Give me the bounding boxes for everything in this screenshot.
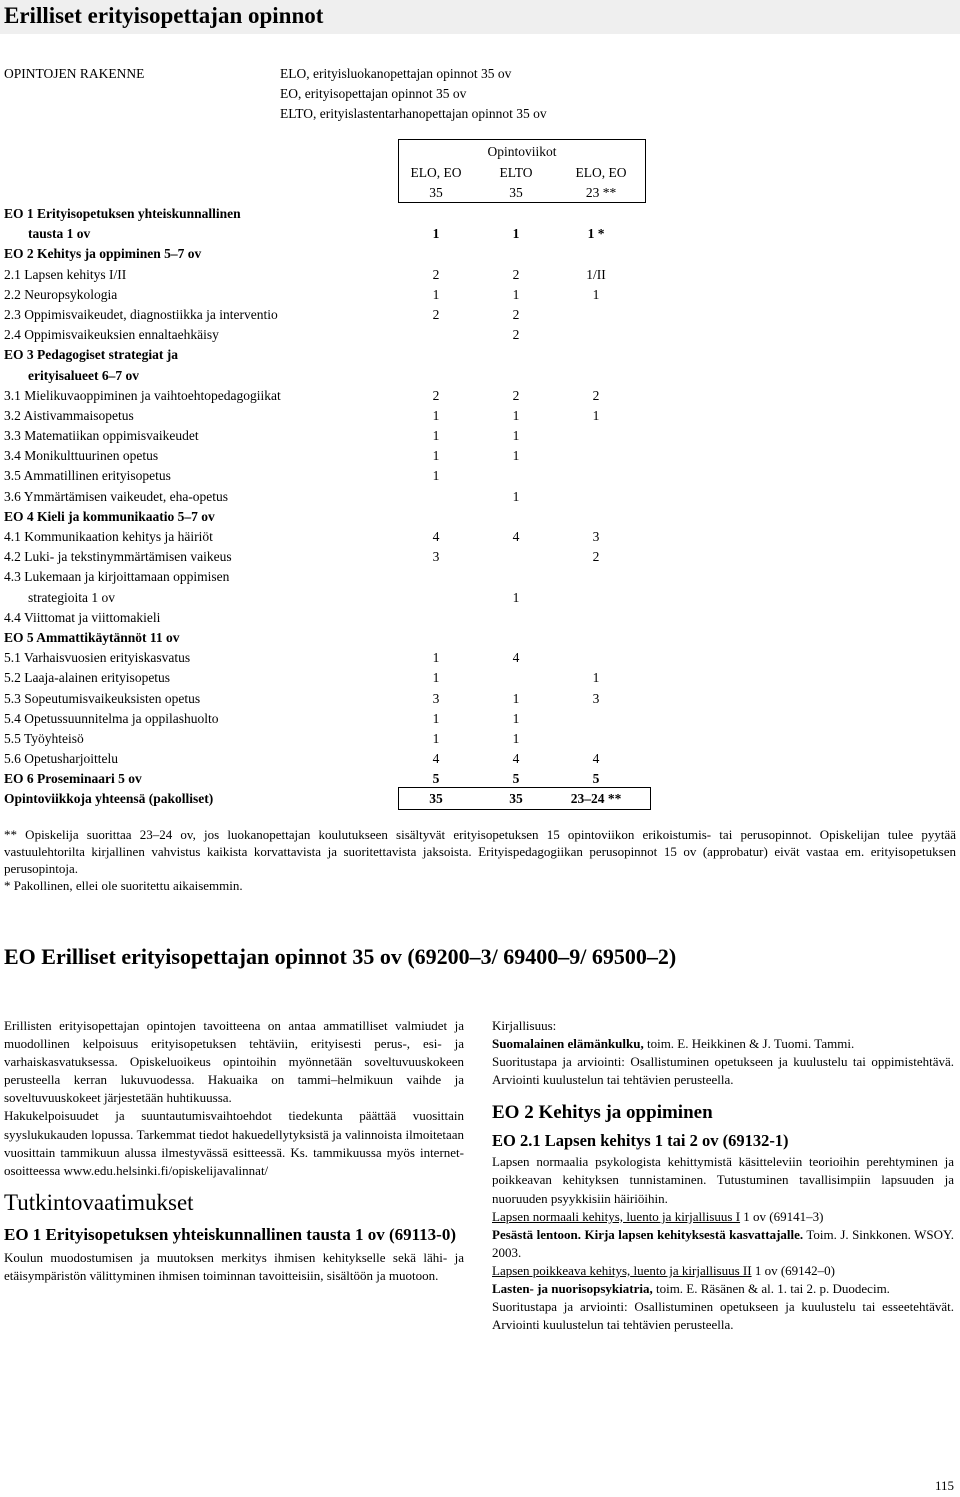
credit-cell: 1 bbox=[512, 448, 520, 464]
row-label: erityisalueet 6–7 ov bbox=[28, 367, 139, 383]
credit-cell: 3 bbox=[592, 529, 600, 544]
credit-cell: 3 bbox=[432, 690, 440, 706]
row-label: 5.4 Opetussuunnitelma ja oppilashuolto bbox=[4, 710, 219, 726]
credit-cell: 1 bbox=[592, 670, 600, 686]
table-row bbox=[0, 547, 660, 567]
row-label: EO 4 Kieli ja kommunikaatio 5–7 ov bbox=[4, 508, 215, 524]
row-label: 5.2 Laaja-alainen erityisopetus bbox=[4, 670, 171, 686]
credit-cell: 35 bbox=[429, 791, 443, 807]
table-row bbox=[0, 446, 660, 466]
credit-cell: 1 bbox=[592, 407, 600, 423]
column-header-2 bbox=[480, 163, 552, 203]
table-row bbox=[0, 527, 660, 547]
row-label: 5.3 Sopeutumisvaikeuksisten opetus bbox=[4, 690, 201, 706]
credit-cell: 1/II bbox=[586, 266, 606, 282]
row-label: 3.5 Ammatillinen erityisopetus bbox=[4, 468, 171, 484]
row-label: strategioita 1 ov bbox=[28, 589, 115, 605]
credit-cell: 2 bbox=[592, 549, 600, 565]
table-row bbox=[0, 729, 660, 749]
table-row bbox=[0, 466, 660, 486]
literature-label: Kirjallisuus: bbox=[492, 1018, 557, 1033]
credit-cell: 4 bbox=[432, 529, 440, 544]
footnote-double-star: ** Opiskelija suorittaa 23–24 ov, jos luokanopettajan koulutukseen sisältyvät erityisopetuksen 15 opintoviikon erikoistumis- tai perusopinnot. Opiskelijan tulee pyytää vastuulehtorilta kirjallinen vahvistus kaikista korvattavista ja suoritettavista jaksoista. Erityispedagogiikan perusopinnot 15 ov (approbatur) eivät vastaa em. erityisopetuksen perusopintoja. bbox=[4, 827, 956, 876]
course-part-code: 1 ov (69142–0) bbox=[754, 1262, 835, 1278]
row-label: EO 6 Proseminaari 5 ov bbox=[4, 771, 142, 787]
column-header-line: ELO, EO bbox=[575, 165, 627, 180]
credit-cell: 1 bbox=[432, 448, 440, 464]
row-label: tausta 1 ov bbox=[28, 226, 91, 242]
table-row bbox=[0, 406, 660, 426]
course-part-code: 1 ov (69141–3) bbox=[743, 1208, 824, 1224]
credit-cell: 1 bbox=[592, 286, 600, 302]
row-label: Opintoviikkoja yhteensä (pakolliset) bbox=[4, 791, 214, 807]
table-row bbox=[0, 507, 660, 527]
table-row bbox=[0, 345, 660, 365]
credit-cell: 1 bbox=[512, 690, 520, 706]
row-label: 3.2 Aistivammaisopetus bbox=[4, 407, 134, 423]
row-label: 2.4 Oppimisvaikeuksien ennaltaehkäisy bbox=[4, 327, 219, 343]
book-details: Toim. J. Sinkkonen. WSOY. 2003. bbox=[492, 1226, 954, 1260]
table-row bbox=[0, 689, 660, 709]
column-header-line: ELO, EO bbox=[410, 165, 462, 180]
intro-paragraph: Erillisten erityisopettajan opintojen tavoitteena on antaa ammatilliset valmiudet ja muodollinen kelpoisuus erityisopetuksen tehtäviin, erityisesti perus-, esi- ja varhaiskasvatuksessa. Opiskeluoikeus opintoihin myönnetään soveltuvuuskokeen perusteella kerran lukuvuodessa. Hakuaika on tammi–helmikuun vaihde ja soveltuvuuskokeet järjestetään huhtikuussa. bbox=[4, 1018, 464, 1106]
book-title: Lasten- ja nuorisopsykiatria, bbox=[492, 1281, 653, 1297]
row-label: 3.4 Monikulttuurinen opetus bbox=[4, 448, 159, 464]
credit-cell: 3 bbox=[432, 549, 440, 565]
credit-cell: 1 bbox=[432, 730, 440, 746]
course-part bbox=[492, 1262, 954, 1280]
credit-cell: 2 bbox=[512, 266, 520, 282]
column-header-line: 35 bbox=[509, 185, 523, 200]
table-row bbox=[0, 325, 660, 345]
row-label: 2.1 Lapsen kehitys I/II bbox=[4, 266, 127, 282]
credit-cell: 4 bbox=[512, 650, 520, 666]
column-header-line: 35 bbox=[429, 185, 443, 200]
credit-cell: 1 bbox=[432, 670, 440, 686]
credit-cell: 5 bbox=[432, 771, 440, 787]
credit-cell: 2 bbox=[592, 387, 600, 403]
footnotes bbox=[4, 826, 956, 894]
credit-cell: 1 bbox=[512, 226, 520, 242]
footnote-single-star: * Pakollinen, ellei ole suoritettu aikaisemmin. bbox=[4, 878, 243, 893]
eo1-description: Koulun muodostumisen ja muutoksen merkitys ihmisen kehitykselle sekä lähi- ja etäisympäristön välittyminen ihmisen toiminnan tavoitteisiin, sisältöön ja muotoon. bbox=[4, 1249, 464, 1284]
program-item: EO, erityisopettajan opinnot 35 ov bbox=[280, 86, 467, 101]
row-label: 3.6 Ymmärtämisen vaikeudet, eha-opetus bbox=[4, 488, 229, 504]
left-column bbox=[4, 1017, 464, 1285]
course-part-title: Lapsen poikkeava kehitys, bbox=[492, 1262, 631, 1278]
table-row bbox=[0, 628, 660, 648]
table-row bbox=[0, 749, 660, 769]
course-part-literature bbox=[492, 1226, 954, 1262]
book-title: Suomalainen elämänkulku, bbox=[492, 1036, 644, 1052]
eo2-heading: EO 2 Kehitys ja oppiminen bbox=[492, 1102, 713, 1124]
row-label: 2.2 Neuropsykologia bbox=[4, 286, 118, 302]
eo1-heading: EO 1 Erityisopetuksen yhteiskunnallinen tausta 1 ov (69113-0) bbox=[4, 1224, 456, 1244]
table-row bbox=[0, 608, 660, 628]
page-number: 115 bbox=[934, 1478, 954, 1493]
credit-cell: 3 bbox=[592, 690, 600, 706]
row-label: 4.1 Kommunikaation kehitys ja häiriöt bbox=[4, 529, 213, 544]
row-label: 2.3 Oppimisvaikeudet, diagnostiikka ja interventio bbox=[4, 306, 278, 322]
eo21-heading: EO 2.1 Lapsen kehitys 1 tai 2 ov (69132-1) bbox=[492, 1131, 789, 1151]
credit-cell: 1 bbox=[512, 710, 520, 726]
credit-cell: 2 bbox=[512, 387, 520, 403]
credit-cell: 4 bbox=[432, 751, 440, 767]
credit-cell: 1 bbox=[432, 710, 440, 726]
book-title: Pesästä lentoon. Kirja lapsen kehityksestä kasvattajalle. bbox=[492, 1226, 804, 1242]
eo21-description: Lapsen normaalia psykologista kehittymistä käsitteleviin teorioihin perehtyminen ja poikkeavan kehityksen tunnistaminen. Tutustuminen tavallisimpiin lapsuuden ja nuoruuden psyykkisiin häiriöihin. bbox=[492, 1154, 954, 1206]
table-row bbox=[0, 426, 660, 446]
course-part-type: luento ja kirjallisuus II bbox=[630, 1262, 752, 1278]
table-row bbox=[0, 244, 660, 264]
credit-cell: 2 bbox=[432, 387, 440, 403]
credit-cell: 1 bbox=[432, 226, 440, 242]
credit-cell: 5 bbox=[512, 771, 520, 787]
credits-table bbox=[0, 204, 660, 810]
degree-requirements-heading: Tutkintovaatimukset bbox=[4, 1189, 194, 1215]
credit-cell: 1 * bbox=[587, 226, 605, 242]
credit-cell: 1 bbox=[432, 407, 440, 423]
credit-cell: 5 bbox=[592, 771, 600, 787]
row-label: 4.4 Viittomat ja viittomakieli bbox=[4, 609, 161, 625]
assessment-text: Suoritustapa ja arviointi: Osallistuminen opetukseen ja kuulustelu tai oppimistehtävä. Arviointi kuulustelun tai tehtävien perusteella. bbox=[492, 1054, 954, 1088]
credit-cell: 2 bbox=[432, 266, 440, 282]
page-title: Erilliset erityisopettajan opinnot bbox=[0, 0, 960, 34]
course-part-title: Lapsen normaali kehitys, bbox=[492, 1208, 624, 1224]
credit-cell: 1 bbox=[512, 589, 520, 605]
course-part-type: luento ja kirjallisuus I bbox=[623, 1208, 741, 1224]
structure-label: OPINTOJEN RAKENNE bbox=[4, 66, 145, 81]
table-row bbox=[0, 487, 660, 507]
table-row bbox=[0, 668, 660, 688]
table-row bbox=[0, 648, 660, 668]
literature-entry bbox=[492, 1035, 954, 1053]
credit-cell: 1 bbox=[432, 468, 440, 484]
row-label: EO 1 Erityisopetuksen yhteiskunnallinen bbox=[4, 206, 241, 221]
table-row bbox=[0, 305, 660, 325]
table-row bbox=[0, 709, 660, 729]
table-row bbox=[0, 366, 660, 386]
column-header-line: ELTO bbox=[499, 165, 533, 180]
credit-cell: 2 bbox=[512, 327, 520, 343]
row-label: 5.1 Varhaisvuosien erityiskasvatus bbox=[4, 650, 191, 666]
credit-cell: 1 bbox=[512, 407, 520, 423]
intro-paragraph: Hakukelpoisuudet ja suuntautumisvaihtoehdot tiedekunta päättää vuosittain syyslukukauden lopussa. Tarkemmat tiedot hakuedellytyksistä ja valinnoista ilmoitetaan vuosittain tammikuun alussa ilmestyvässä esitteessä. Ks. tammikuussa myös internet-osoitteessa www.edu.helsinki.fi/opiskelijavalinnat/ bbox=[4, 1108, 464, 1178]
table-row bbox=[0, 265, 660, 285]
row-label: 3.3 Matematiikan oppimisvaikeudet bbox=[4, 428, 199, 444]
table-row bbox=[0, 204, 660, 224]
row-label: EO 3 Pedagogiset strategiat ja bbox=[4, 347, 178, 363]
main-heading: EO Erilliset erityisopettajan opinnot 35 ov (69200–3/ 69400–9/ 69500–2) bbox=[4, 944, 677, 969]
table-row bbox=[0, 285, 660, 305]
row-label: EO 2 Kehitys ja oppiminen 5–7 ov bbox=[4, 246, 202, 262]
table-row bbox=[0, 567, 660, 587]
credit-cell: 35 bbox=[509, 791, 523, 807]
row-label: 5.5 Työyhteisö bbox=[4, 730, 84, 746]
row-label: EO 5 Ammattikäytännöt 11 ov bbox=[4, 629, 180, 645]
credit-cell: 2 bbox=[432, 306, 440, 322]
program-item: ELTO, erityislastentarhanopettajan opinnot 35 ov bbox=[280, 106, 547, 121]
right-column bbox=[492, 1017, 954, 1334]
total-row-box bbox=[398, 787, 651, 810]
book-details: toim. E. Räsänen & al. 1. tai 2. p. Duodecim. bbox=[652, 1281, 890, 1297]
row-label: 4.3 Lukemaan ja kirjoittamaan oppimisen bbox=[4, 569, 230, 585]
column-header-3 bbox=[560, 163, 642, 203]
program-list bbox=[280, 64, 547, 124]
credit-cell: 1 bbox=[432, 428, 440, 444]
credit-cell: 1 bbox=[512, 730, 520, 746]
program-item: ELO, erityisluokanopettajan opinnot 35 ov bbox=[280, 66, 512, 81]
credit-cell: 1 bbox=[512, 286, 520, 302]
table-row bbox=[0, 386, 660, 406]
course-part bbox=[492, 1208, 954, 1226]
row-label: 5.6 Opetusharjoittelu bbox=[4, 751, 118, 767]
row-label: 3.1 Mielikuvaoppiminen ja vaihtoehtopedagogiikat bbox=[4, 387, 281, 403]
credit-cell: 4 bbox=[592, 751, 600, 767]
credit-cell: 1 bbox=[432, 286, 440, 302]
credit-cell: 4 bbox=[512, 751, 520, 767]
book-details: toim. E. Heikkinen & J. Tuomi. Tammi. bbox=[643, 1036, 855, 1052]
credit-cell: 1 bbox=[432, 650, 440, 666]
credit-cell: 23–24 ** bbox=[570, 791, 622, 807]
table-row bbox=[0, 588, 660, 608]
credit-cell: 1 bbox=[512, 488, 520, 504]
column-header-line: 23 ** bbox=[585, 185, 617, 200]
row-label: 4.2 Luki- ja tekstinymmärtämisen vaikeus bbox=[4, 549, 232, 565]
column-header-1 bbox=[400, 163, 472, 203]
credit-cell: 1 bbox=[512, 428, 520, 444]
credit-cell: 4 bbox=[512, 529, 520, 544]
credit-cell: 2 bbox=[512, 306, 520, 322]
assessment-text: Suoritustapa ja arviointi: Osallistuminen opetukseen ja kuulustelu tai esseetehtävät. Arviointi kuulustelun tai tehtävien perusteella. bbox=[492, 1299, 954, 1333]
credits-group-header: Opintoviikot bbox=[487, 144, 557, 159]
table-row bbox=[0, 224, 660, 244]
course-part-literature bbox=[492, 1280, 954, 1298]
